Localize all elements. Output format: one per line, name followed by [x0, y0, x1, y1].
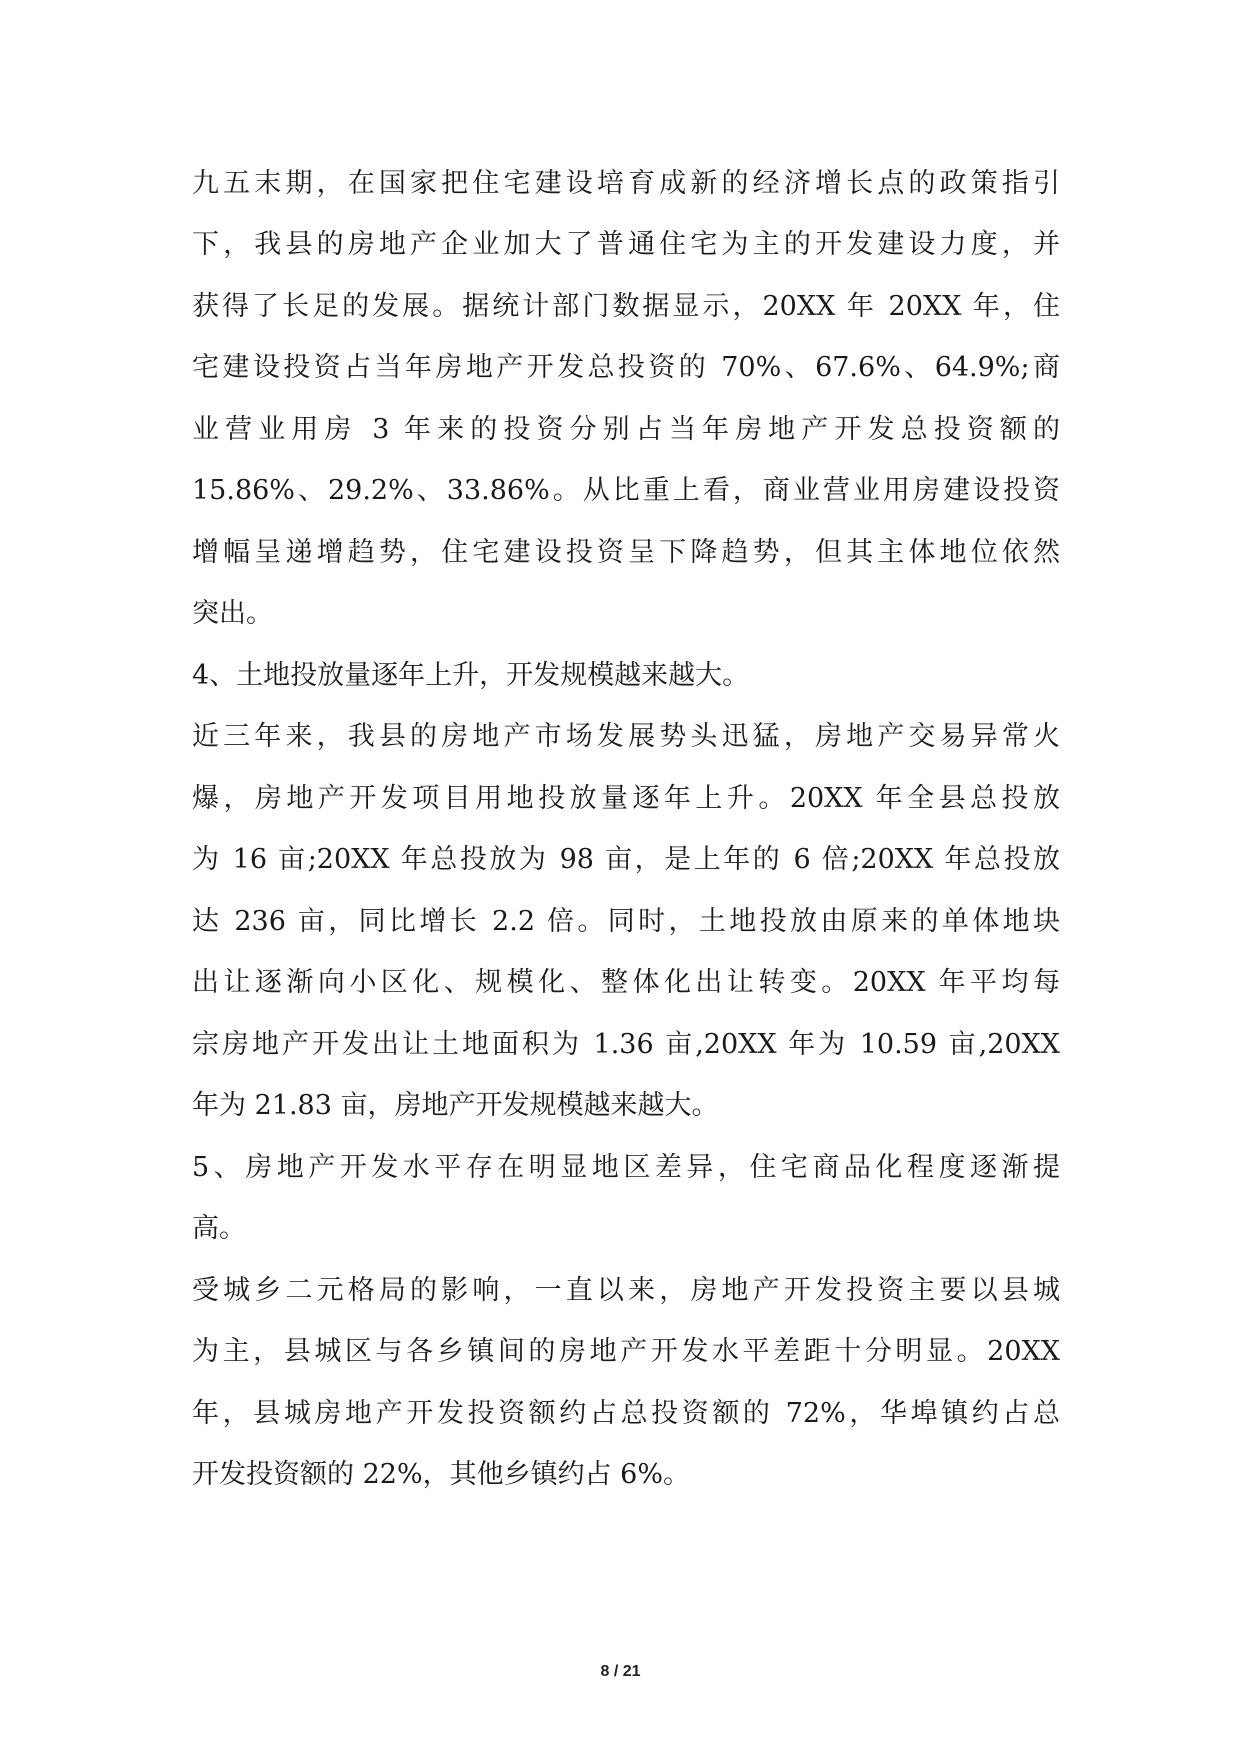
body-text-line: 下，我县的房地产企业加大了普通住宅为主的开发建设力度，并: [192, 229, 1060, 260]
body-text-line: 出让逐渐向小区化、规模化、整体化出让转变。20XX 年平均每: [192, 967, 1060, 998]
section-heading: 4、土地投放量逐年上升，开发规模越来越大。: [192, 660, 750, 691]
body-text-line: 突出。: [192, 598, 273, 629]
body-text-line: 宗房地产开发出让土地面积为 1.36 亩,20XX 年为 10.59 亩,20XX: [192, 1029, 1060, 1060]
section-heading: 高。: [192, 1213, 246, 1244]
body-text-line: 年为 21.83 亩，房地产开发规模越来越大。: [192, 1090, 719, 1121]
body-text-line: 为主，县城区与各乡镇间的房地产开发水平差距十分明显。20XX: [192, 1336, 1060, 1367]
body-text-line: 爆，房地产开发项目用地投放量逐年上升。20XX 年全县总投放: [192, 783, 1060, 814]
body-text-line: 增幅呈递增趋势，住宅建设投资呈下降趋势，但其主体地位依然: [192, 537, 1060, 568]
body-text-line: 达 236 亩，同比增长 2.2 倍。同时，土地投放由原来的单体地块: [192, 906, 1060, 937]
body-text-line: 九五末期，在国家把住宅建设培育成新的经济增长点的政策指引: [192, 168, 1060, 199]
body-text-line: 为 16 亩;20XX 年总投放为 98 亩，是上年的 6 倍;20XX 年总投放: [192, 844, 1060, 875]
body-text-line: 受城乡二元格局的影响，一直以来，房地产开发投资主要以县城: [192, 1275, 1060, 1306]
body-text-line: 获得了长足的发展。据统计部门数据显示，20XX 年 20XX 年，住: [192, 291, 1060, 322]
body-text-line: 开发投资额的 22%，其他乡镇约占 6%。: [192, 1459, 691, 1490]
body-text-line: 业营业用房 3 年来的投资分别占当年房地产开发总投资额的: [192, 414, 1060, 445]
section-heading: 5、房地产开发水平存在明显地区差异，住宅商品化程度逐渐提: [192, 1152, 1060, 1183]
body-text-line: 年，县城房地产开发投资额约占总投资额的 72%，华埠镇约占总: [192, 1398, 1060, 1429]
page-number: 8 / 21: [600, 1663, 641, 1680]
body-text-line: 宅建设投资占当年房地产开发总投资的 70%、67.6%、64.9%;商: [192, 352, 1060, 383]
body-text-line: 近三年来，我县的房地产市场发展势头迅猛，房地产交易异常火: [192, 721, 1060, 752]
body-text-line: 15.86%、29.2%、33.86%。从比重上看，商业营业用房建设投资: [192, 475, 1060, 506]
